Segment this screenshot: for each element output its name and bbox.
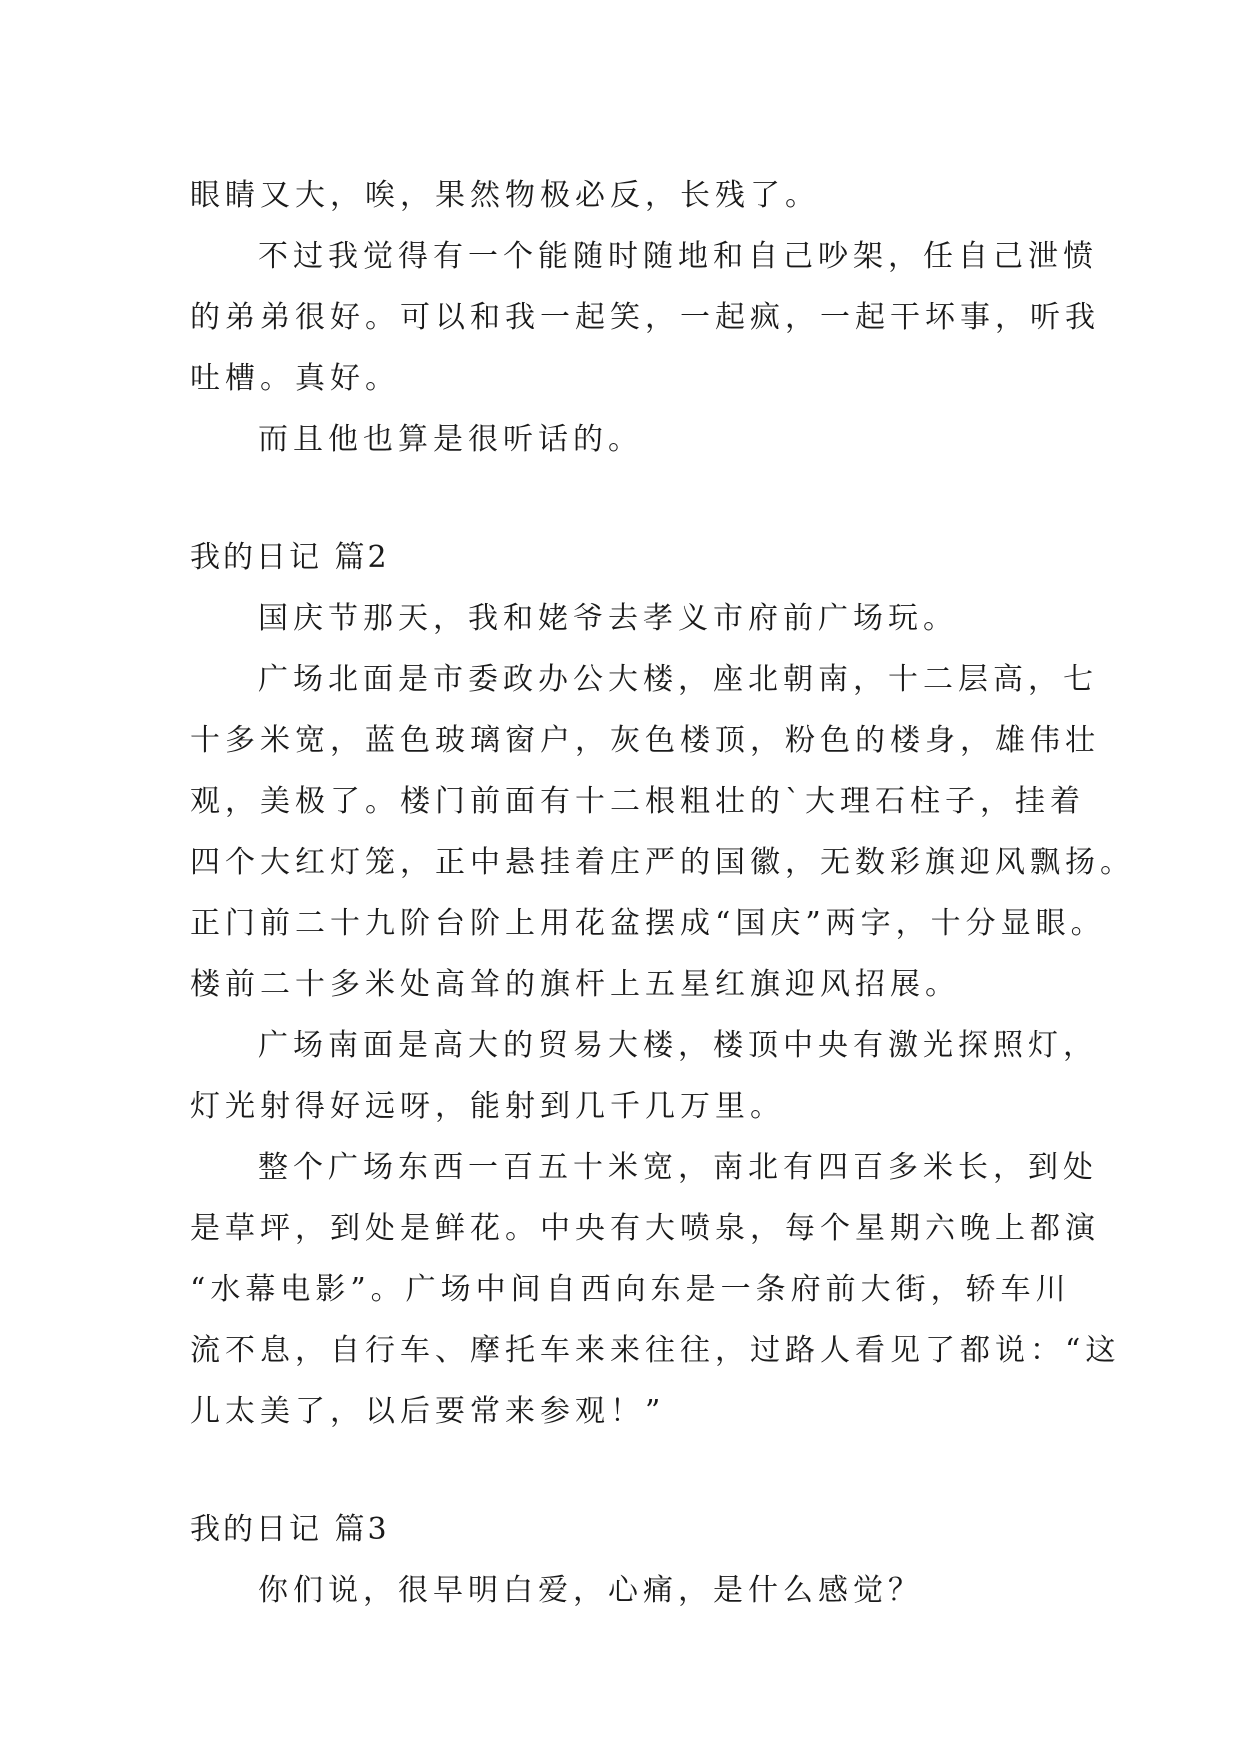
section-heading: 我的日记 篇3 — [190, 1512, 390, 1547]
paragraph-line: 十多米宽，蓝色玻璃窗户，灰色楼顶，粉色的楼身，雄伟壮 — [190, 723, 1100, 758]
paragraph-line: 广场北面是市委政办公大楼，座北朝南，十二层高，七 — [258, 662, 1098, 697]
paragraph-line: 观，美极了。楼门前面有十二根粗壮的`大理石柱子，挂着 — [190, 784, 1085, 819]
section-gap — [190, 470, 1060, 527]
paragraph-line: 整个广场东西一百五十米宽，南北有四百多米长，到处 — [258, 1150, 1098, 1185]
paragraph-line: 的弟弟很好。可以和我一起笑，一起疯，一起干坏事，听我 — [190, 300, 1100, 335]
paragraph-line: 灯光射得好远呀，能射到几千几万里。 — [190, 1089, 785, 1124]
paragraph-line: 儿太美了，以后要常来参观！” — [190, 1394, 666, 1429]
paragraph-line: 是草坪，到处是鲜花。中央有大喷泉，每个星期六晚上都演 — [190, 1211, 1100, 1246]
section-heading: 我的日记 篇2 — [190, 540, 390, 575]
paragraph-line: 流不息，自行车、摩托车来来往往，过路人看见了都说：“这 — [190, 1333, 1121, 1368]
paragraph-line: 不过我觉得有一个能随时随地和自己吵架，任自己泄愤 — [258, 239, 1098, 274]
paragraph-line: 而且他也算是很听话的。 — [258, 422, 643, 457]
paragraph-line: 国庆节那天，我和姥爷去孝义市府前广场玩。 — [258, 601, 958, 636]
paragraph-line: 吐槽。真好。 — [190, 361, 400, 396]
paragraph-line: 楼前二十多米处高耸的旗杆上五星红旗迎风招展。 — [190, 967, 960, 1002]
paragraph-line: 广场南面是高大的贸易大楼，楼顶中央有激光探照灯， — [258, 1028, 1098, 1063]
document-page — [190, 165, 1135, 1621]
paragraph-line: 四个大红灯笼，正中悬挂着庄严的国徽，无数彩旗迎风飘扬。 — [190, 845, 1135, 880]
section-gap — [190, 1442, 1060, 1499]
paragraph-line: 眼睛又大，唉，果然物极必反，长残了。 — [190, 178, 820, 213]
paragraph-line: “水幕电影”。广场中间自西向东是一条府前大街，轿车川 — [190, 1272, 1071, 1307]
paragraph-line: 你们说，很早明白爱，心痛，是什么感觉？ — [258, 1573, 923, 1608]
paragraph-line: 正门前二十九阶台阶上用花盆摆成“国庆”两字，十分显眼。 — [190, 906, 1106, 941]
